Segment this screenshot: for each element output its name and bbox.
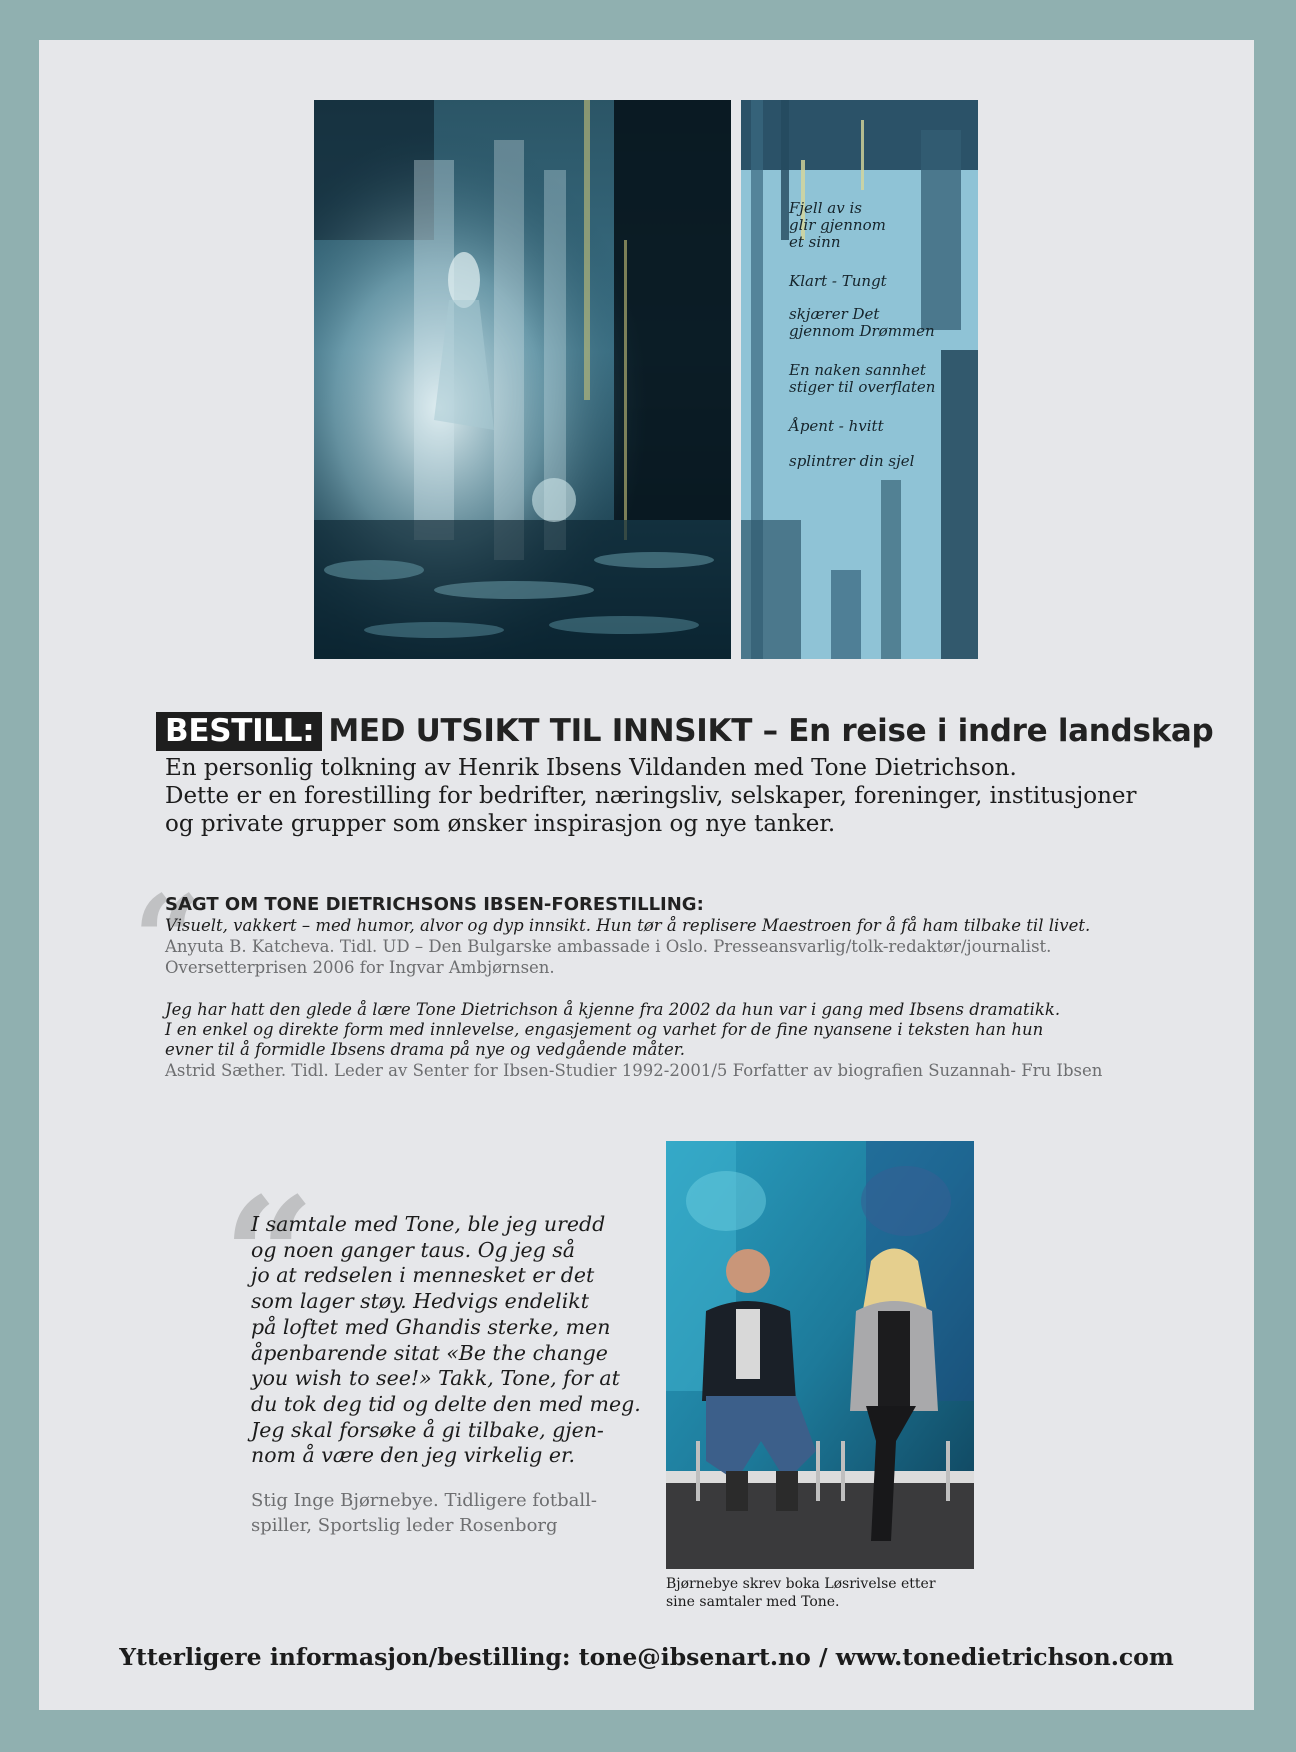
poem-line: Fjell av is [789,199,862,217]
intro-line: og private grupper som ønsker inspirasjon og nye tanker. [165,811,836,837]
intro-line: Dette er en forestilling for bedrifter, næringsliv, selskaper, foreninger, institusjoner [165,783,1137,809]
testimonial-line: og noen ganger taus. Og jeg så [251,1237,576,1262]
testimonial-source-line: Stig Inge Bjørnebye. Tidligere fotball- [251,1490,597,1511]
intro-line: En personlig tolkning av Henrik Ibsens Vildanden med Tone Dietrichson. [165,755,1017,781]
poem-line: Klart - Tungt [789,272,887,290]
poem-line: skjærer Det [789,305,880,323]
poem-line: et sinn [789,233,841,251]
testimonial-line: you wish to see!» Takk, Tone, for at [251,1366,620,1391]
order-badge: BESTILL: [156,712,322,751]
testimonial-line: på loftet med Ghandis sterke, men [251,1314,611,1339]
painting-poem [789,200,974,470]
testimonial-line: åpenbarende sitat «Be the change [251,1340,608,1365]
testimonial-line: Jeg skal forsøke å gi tilbake, gjen- [251,1417,604,1442]
poem-line: splintrer din sjel [789,452,915,470]
brochure-page [39,40,1254,1710]
quote-mark-icon: “ [223,1162,316,1350]
testimonial-line: jo at redselen i mennesket er det [251,1263,595,1288]
poem-line: En naken sannhet [789,361,926,379]
poem-line: Åpent - hvitt [789,417,884,435]
review-quote: evner til å formidle Ibsens drama på nye og vedgående måter. [165,1040,686,1059]
painting-right [741,100,978,659]
poem-line: stiger til overflaten [789,378,936,396]
reviews-section [165,894,1165,1081]
poem-line: glir gjennom [789,216,886,234]
testimonial-line: nom å være den jeg virkelig er. [251,1443,576,1468]
contact-footer: Ytterligere informasjon/bestilling: tone@ibsenart.no / www.tonedietrichson.com [119,1643,1174,1671]
testimonial-quote [251,1212,641,1469]
show-title: MED UTSIKT TIL INNSIKT – En reise i indre landskap [328,713,1214,749]
interview-photo [666,1141,974,1569]
painting-left [314,100,731,659]
testimonial-line: du tok deg tid og delte den med meg. [251,1391,641,1416]
poem-line: gjennom Drømmen [789,322,935,340]
review-quote: I en enkel og direkte form med innlevelse, engasjement og varhet for de fine nyansene i teksten han hun [165,1020,1044,1039]
intro-text [165,754,1165,838]
review-source: Astrid Sæther. Tidl. Leder av Senter for Ibsen-Studier 1992-2001/5 Forfatter av biografien Suzannah- Fru Ibsen [165,1061,1103,1080]
review-source: Oversetterprisen 2006 for Ingvar Ambjørnsen. [165,958,555,977]
caption-line: sine samtaler med Tone. [666,1594,840,1610]
reviews-title: SAGT OM TONE DIETRICHSONS IBSEN-FORESTILLING: [165,894,704,915]
testimonial-source [251,1488,641,1538]
quote-mark-icon: “ [133,869,203,1010]
order-heading [156,712,1213,751]
review-quote: Visuelt, vakkert – med humor, alvor og dyp innsikt. Hun tør å replisere Maestroen for å få ham tilbake til livet. [165,916,1091,935]
testimonial-line: I samtale med Tone, ble jeg uredd [251,1212,606,1236]
review-quote: Jeg har hatt den glede å lære Tone Dietrichson å kjenne fra 2002 da hun var i gang med Ibsens dramatikk. [165,1000,1061,1019]
photo-caption [666,1575,986,1611]
testimonial-source-line: spiller, Sportslig leder Rosenborg [251,1515,558,1536]
review-source: Anyuta B. Katcheva. Tidl. UD – Den Bulgarske ambassade i Oslo. Presseansvarlig/tolk-redaktør/journalist. [165,937,1052,956]
caption-line: Bjørnebye skrev boka Løsrivelse etter [666,1576,936,1592]
testimonial-line: som lager støy. Hedvigs endelikt [251,1289,589,1314]
